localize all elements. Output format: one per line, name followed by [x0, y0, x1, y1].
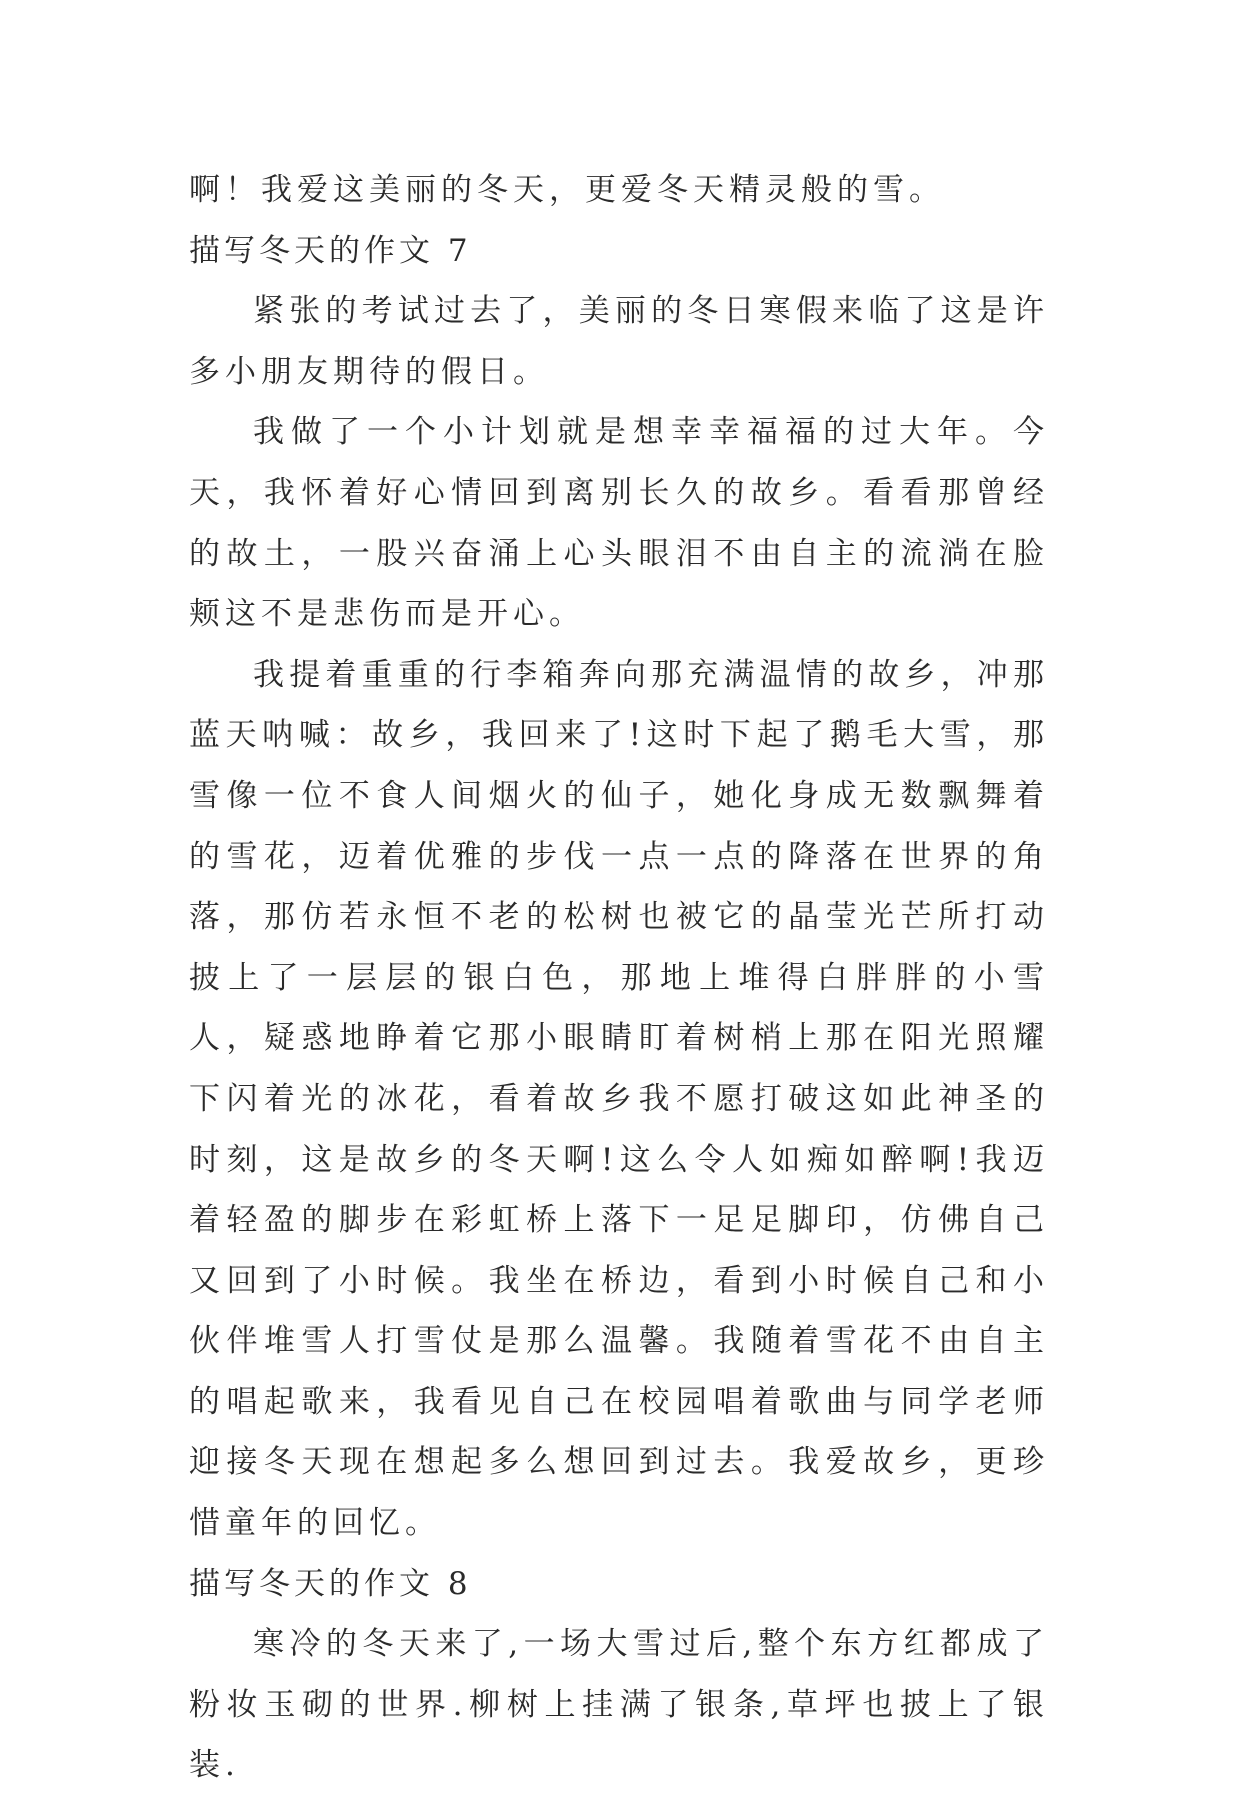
paragraph: 紧张的考试过去了，美丽的冬日寒假来临了这是许多小朋友期待的假日。 [189, 293, 1049, 390]
paragraph: 我提着重重的行李箱奔向那充满温情的故乡，冲那蓝天呐喊：故乡，我回来了!这时下起了鹅毛大雪，那雪像一位不食人间烟火的仙子，她化身成无数飘舞着的雪花，迈着优雅的步伐一点一点的降落在世界的角落，那仿若永恒不老的松树也被它的晶莹光芒所打动披上了一层层的银白色，那地上堆得白胖胖的小雪人，疑惑地睁着它那小眼睛盯着树梢上那在阳光照耀下闪着光的冰花，看着故乡我不愿打破这如此神圣的时刻，这是故乡的冬天啊!这么令人如痴如醉啊!我迈着轻盈的脚步在彩虹桥上落下一足足脚印，仿佛自己又回到了小时候。我坐在桥边，看到小时候自己和小伙伴堆雪人打雪仗是那么温馨。我随着雪花不由自主的唱起歌来，我看见自己在校园唱着歌曲与同学老师迎接冬天现在想起多么想回到过去。我爱故乡，更珍惜童年的回忆。 [189, 656, 1049, 1542]
document-body [189, 160, 1049, 1796]
paragraph: 我做了一个小计划就是想幸幸福福的过大年。今天，我怀着好心情回到离别长久的故乡。看看那曾经的故土，一股兴奋涌上心头眼泪不由自主的流淌在脸颊这不是悲伤而是开心。 [189, 414, 1049, 633]
section-heading: 描写冬天的作文 8 [189, 1565, 472, 1602]
paragraph: 寒冷的冬天来了,一场大雪过后,整个东方红都成了粉妆玉砌的世界.柳树上挂满了银条,草坪也披上了银装. [189, 1626, 1049, 1784]
section-heading: 描写冬天的作文 7 [189, 232, 472, 269]
opening-line: 啊！我爱这美丽的冬天，更爱冬天精灵般的雪。 [189, 172, 945, 208]
